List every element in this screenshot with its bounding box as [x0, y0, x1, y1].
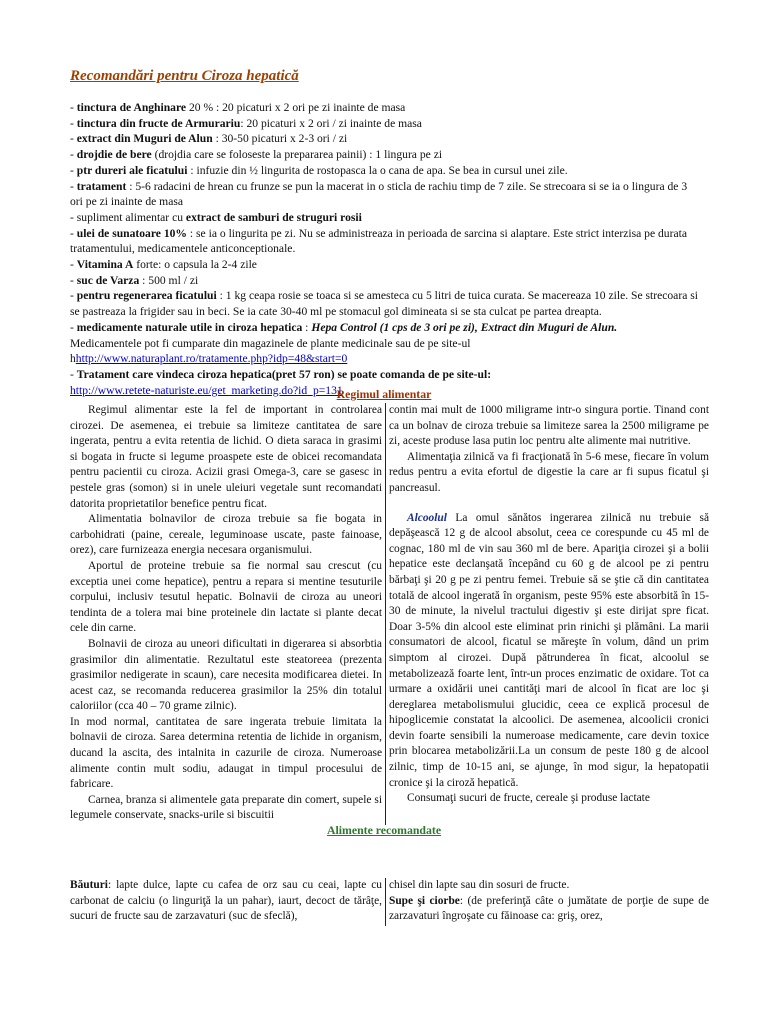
item-text: : (de preferinţă câte o jumătate de porţie de supe de zarzavaturi îngroşate cu făinoase ca: griş, orez, — [389, 894, 710, 923]
list-item: - Vitamina A forte: o capsula la 2-4 zile — [70, 258, 257, 272]
item-term: drojdie de bere — [76, 148, 152, 162]
item-text: forte: o capsula la 2-4 zile — [133, 258, 257, 272]
list-item: - tratament : 5-6 radacini de hrean cu frunze se pun la macerat in o sticla de rachiu timp de 7 zile. Se strecoara si se ia o lingura de 3 ori pe zi inainte de masa — [70, 179, 688, 209]
diet-left-column — [70, 403, 382, 828]
paragraph: chisel din lapte sau din sosuri de fructe. — [389, 879, 570, 891]
item-text: 20 % : 20 picaturi x 2 ori pe zi inainte de masa — [186, 101, 406, 114]
item-term: ptr dureri ale ficatului — [76, 163, 188, 177]
item-term: Supe şi ciorbe — [389, 894, 460, 907]
paragraph: Regimul alimentar este la fel de important in controlarea cirozei. De asemenea, ei trebuie sa limiteze cantitatea de sare ingerata, pentru a evita retentia de lichid. O dieta saraca in grasimi si bogata in fructe si legume proaspete este de obicei recomandata pentru pacientii cu ciroza. Acizii grasi Omega-3, care se gasesc in pestele gras (somon) si in unele uleiuri vegetale sunt recomandati datorita proprietatilor benefice pentru ficat. — [70, 404, 382, 510]
paragraph — [389, 894, 709, 925]
column-divider — [385, 403, 386, 825]
item-text: : lapte dulce, lapte cu cafea de orz sau cu ceai, lapte cu carbonat de calciu (o linguriţă la un pahar), iaurt, decoct de tărâţe, sucuri de fructe sau de zarzavaturi (suc de sfeclă), — [70, 879, 382, 923]
item-term: Băuturi — [70, 879, 108, 891]
item-text: : 30-50 picaturi x 2-3 ori / zi — [212, 132, 348, 146]
item-text: : 500 ml / zi — [139, 273, 199, 287]
item-text: : — [302, 320, 312, 334]
item-term: suc de Varza — [76, 273, 140, 287]
note-text: Medicamentele pot fi cumparate din magazinele de plante medicinale sau de pe site-ul — [70, 336, 471, 350]
foods-heading: Alimente recomandate — [326, 823, 442, 837]
paragraph: Alimentaţia zilnică va fi fracţionată în 5-6 mese, fiecare în volum redus pentru a evita efortul de digestie la care ar fi supus ficatul şi pancreasul. — [389, 450, 709, 494]
list-item: - drojdie de bere (drojdia care se foloseste la prepararea painii) : 1 lingura pe zi — [70, 148, 443, 162]
list-item: - medicamente naturale utile in ciroza hepatica : Hepa Control (1 cps de 3 ori pe zi), Extract din Muguri de Alun. — [70, 320, 618, 334]
alcohol-label: Alcoolul — [407, 511, 447, 524]
list-item — [70, 336, 700, 352]
list-item: - extract din Muguri de Alun : 30-50 picaturi x 2-3 ori / zi — [70, 132, 348, 146]
retete-naturiste-link[interactable]: http://www.retete-naturiste.eu/get_marketing.do?id_p=131 — [70, 383, 343, 397]
list-item: - suc de Varza : 500 ml / zi — [70, 273, 199, 287]
item-text: : 5-6 radacini de hrean cu frunze se pun la macerat in o sticla de rachiu timp de 7 zile. Se strecoara si se ia o lingura de 3 ori pe zi inainte de masa — [70, 179, 688, 209]
item-term: pentru regenerarea ficatului — [76, 289, 217, 303]
list-item: - pentru regenerarea ficatului : 1 kg ceapa rosie se toaca si se amesteca cu 5 litri de tuica curata. Se macereaza 10 zile. Se strecoara si se pastreaza la frigider sau in beci. Se ia cate 30-40 ml pe stomacul gol dimineata si se sta culcat pe partea dreapta. — [70, 289, 698, 319]
item-term: ulei de sunatoare 10% — [76, 226, 188, 240]
paragraph — [70, 878, 382, 925]
diet-right-column — [389, 403, 709, 828]
paragraph: Bolnavii de ciroza au uneori dificultati in digerarea si absorbtia grasimilor din alimentatie. Rezultatul este steatoreea (prezenta grasimilor nedigerate in scaun), care necesita modificarea dietei. In acest caz, se recomanda reducerea grasimilor la 25% din totalul caloriilor (cca 40 – 70 grame zilnic). — [70, 637, 382, 713]
list-item: - Tratament care vindeca ciroza hepatica(pret 57 ron) se poate comanda de pe site-ul: — [70, 367, 492, 381]
item-text: : se ia o lingurita pe zi. Nu se administreaza in perioada de sarcina si alaptare. Este strict interzisa pe durata tratamentului, medicamentele anticonceptionale. — [70, 226, 687, 256]
list-item — [70, 351, 700, 367]
item-term: extract din Muguri de Alun — [76, 132, 213, 146]
paragraph: Alimentatia bolnavilor de ciroza trebuie sa fie bogata in carbohidrati (paine, cereale, leguminoase uscate, paste fainoase, orez), care furnizeaza energia necesara organismului. — [70, 513, 382, 557]
item-term: tratament — [76, 179, 127, 193]
item-text: : infuzie din ½ lingurita de rostopasca la o cana de apa. Se bea in cursul unei zile. — [187, 163, 568, 177]
foods-right-column — [389, 878, 709, 925]
paragraph: In mod normal, cantitatea de sare ingerata trebuie limitata la bolnavii de ciroza. Sarea determina retentia de lichide in organism, ducand la ascita, des intalnita in cazurile de ciroza. Numeroase alimente contin mult sodiu, adaugat in timpul procesului de fabricare. — [70, 715, 382, 791]
list-item: - ulei de sunatoare 10% : se ia o lingurita pe zi. Nu se administreaza in perioada de sarcina si alaptare. Este strict interzisa pe durata tratamentului, medicamentele anticonceptionale. — [70, 226, 687, 256]
paragraph: Consumaţi sucuri de fructe, cereale şi produse lactate — [407, 792, 650, 805]
product-names: Hepa Control (1 cps de 3 ori pe zi), Extract din Muguri de Alun. — [311, 320, 618, 334]
paragraph: Aportul de proteine trebuie sa fie normal sau crescut (cu exceptia unei come hepatice), pentru a repara si mentine tesuturile corpului, inclusiv tesutul hepatic. Bolnavii de ciroza au uneori tendinta de a tolera mai bine proteinele din lactate si plante decat cele din carne. — [70, 559, 382, 635]
page-title: Recomandări pentru Ciroza hepatică — [70, 68, 299, 84]
item-term: tinctura din fructe de Armurariu — [76, 116, 241, 130]
link-prefix: h — [70, 352, 76, 366]
list-item: - tinctura de Anghinare 20 % : 20 picaturi x 2 ori pe zi inainte de masa — [70, 101, 406, 114]
foods-left-column — [70, 878, 382, 925]
item-term: Tratament care vindeca ciroza hepatica(pret 57 ron) se poate comanda de pe site-ul: — [76, 367, 492, 381]
column-divider — [385, 878, 386, 926]
list-item: - ptr dureri ale ficatului : infuzie din ½ lingurita de rostopasca la o cana de apa. Se bea in cursul unei zile. — [70, 163, 568, 177]
naturaplant-link[interactable]: http://www.naturaplant.ro/tratamente.php?idp=48&start=0 — [75, 352, 348, 366]
item-text: : 20 picaturi x 2 ori / zi inainte de masa — [240, 116, 422, 130]
paragraph: Carnea, branza si alimentele gata preparate din comert, supele si legumele conservate, snacks-urile si biscuitii — [70, 793, 382, 822]
paragraph — [389, 511, 709, 792]
recommendations-list — [70, 100, 700, 398]
item-term: medicamente naturale utile in ciroza hepatica — [76, 320, 303, 334]
item-text: : 1 kg ceapa rosie se toaca si se amesteca cu 5 litri de tuica curata. Se macereaza 10 zile. Se strecoara si se pastreaza la frigider sau in beci. Se ia cate 30-40 ml pe stomacul gol dimineata si se sta culcat pe partea dreapta. — [70, 289, 698, 319]
item-text: (drojdia care se foloseste la prepararea painii) : 1 lingura pe zi — [151, 148, 443, 162]
alcohol-text: La omul sănătos ingerarea zilnică nu trebuie să depăşească 12 g de alcool absolut, ceea ce corespunde cu 45 ml de cognac, 180 ml de vin sau 360 ml de bere. Apariţia cirozei şi a bolii hepatice este declanşată începând cu 60 g de alcool pe zi pentru bărbaţi şi 20 g pe zi pentru femei. Trebuie să se ştie că din cantitatea totală de alcool ingerată în organism, peste 95% este absorbită în 15-30 de minute, la nivelul tractului digestiv şi este dirijat spre ficat. Doar 3-5% din alcool este eliminat prin rinichi şi plămâni. La marii consumatori de alcool, ficatul se măreşte în volum, dând un prim simptom al cirozei. După pătrunderea în ficat, alcoolul se metabolizează foarte lent, într-un proces enzimatic de oxidare. Tot ca urmare a oxidării unei cantităţi mari de alcool în ficat are loc şi dereglarea metabolismului glucidic, ceea ce explică procesul de hipoglicemie constatat la alcoolici. De asemenea, alcoolicii cronici devin foarte sensibili la numeroase medicamente, care devin toxice prin blocarea metabolizării.La un consum de peste 180 g de alcool zilnic, timp de 10-15 ani, se ajunge, în mod sigur, la hepatopatii cronice şi la ciroză hepatică. — [389, 511, 709, 789]
diet-heading: Regimul alimentar — [336, 387, 432, 401]
item-term: Vitamina A — [76, 258, 134, 272]
paragraph: contin mai mult de 1000 miligrame intr-o singura portie. Tinand cont ca un bolnav de ciroza trebuie sa limiteze sarea la 2500 miligrame pe zi, aceste produse lasa putin loc pentru alte alimente mai nutritive. — [389, 404, 709, 448]
item-text: supliment alimentar cu — [76, 210, 186, 224]
item-term: extract de samburi de struguri rosii — [185, 210, 362, 224]
list-item: - tinctura din fructe de Armurariu: 20 picaturi x 2 ori / zi inainte de masa — [70, 116, 422, 130]
list-item: - supliment alimentar cu extract de samburi de struguri rosii — [70, 210, 362, 224]
item-term: tinctura de Anghinare — [76, 101, 187, 114]
